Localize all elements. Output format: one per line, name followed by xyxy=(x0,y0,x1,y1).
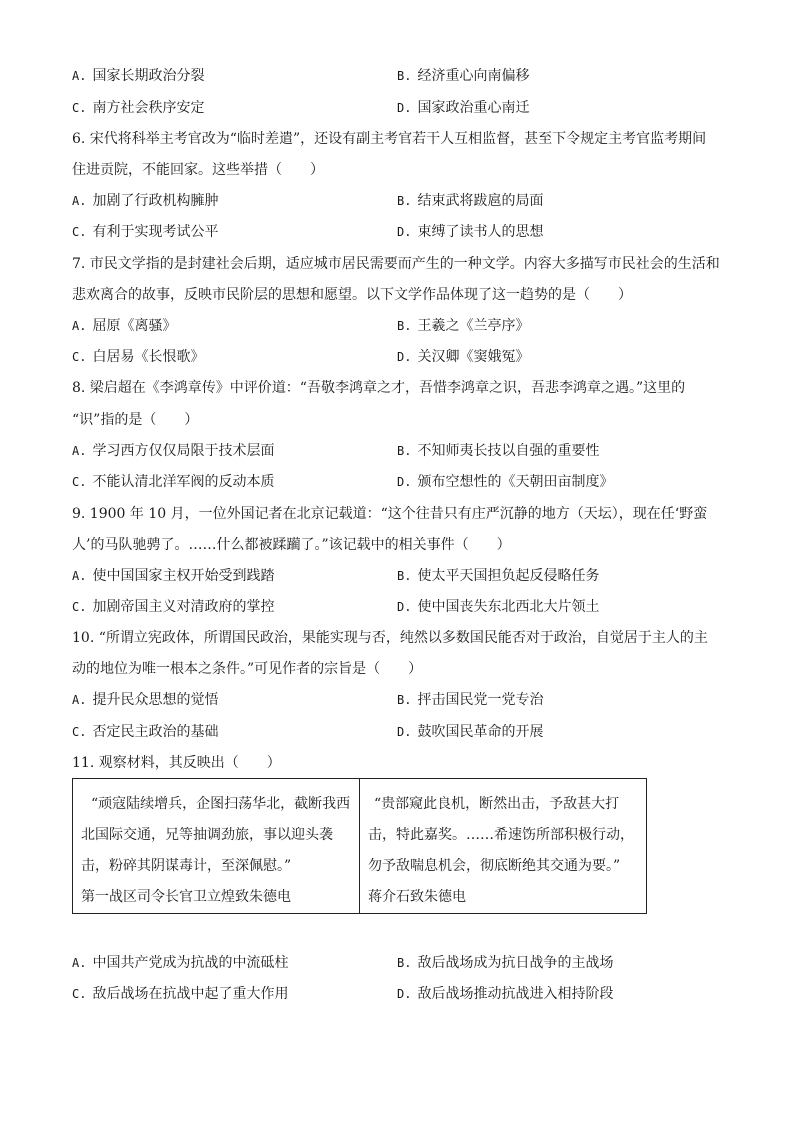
option-letter: A. xyxy=(72,956,87,970)
option-text: 不知师夷长技以自强的重要性 xyxy=(417,443,600,459)
option-text: 学习西方仅仅局限于技术层面 xyxy=(92,443,275,459)
q8-stem-line-2: “识”指的是（ ） xyxy=(72,412,199,428)
option-letter: C. xyxy=(72,600,87,614)
option-text: 中国共产党成为抗战的中流砥柱 xyxy=(92,955,289,971)
q9-stem-line-2: 人’的马队驰骋了。……什么都被蹂躏了。”该记载中的相关事件（ ） xyxy=(72,537,511,553)
option-text: 加剧了行政机构臃肿 xyxy=(92,193,219,209)
material-left-line: 击，粉碎其阴谋毒计，至深佩慰。” xyxy=(81,858,292,874)
option-text: 白居易《长恨歌》 xyxy=(92,349,205,365)
q11-option-b[interactable] xyxy=(397,953,613,973)
option-text: 加剧帝国主义对清政府的掌控 xyxy=(92,599,275,615)
option-text: 结束武将跋扈的局面 xyxy=(417,193,544,209)
option-text: 王羲之《兰亭序》 xyxy=(417,318,530,334)
option-text: 使中国国家主权开始受到践踏 xyxy=(92,568,275,584)
option-letter: C. xyxy=(72,987,87,1001)
option-text: 使太平天国担负起反侵略任务 xyxy=(417,568,600,584)
option-text: 抨击国民党一党专治 xyxy=(417,692,544,708)
q10-option-a[interactable] xyxy=(72,690,218,710)
q5-option-c[interactable] xyxy=(72,98,204,118)
option-letter: B. xyxy=(397,956,412,970)
q10-stem-line-1: 10. “所谓立宪政体，所谓国民政治，果能实现与否，纯然以多数国民能否对于政治，自觉居于主人的主 xyxy=(72,630,708,646)
material-right-line: 击，特此嘉奖。……希速饬所部积极行动， xyxy=(368,827,634,843)
option-text: 敌后战场成为抗日战争的主战场 xyxy=(417,955,614,971)
option-letter: D. xyxy=(397,350,412,364)
q11-option-d[interactable] xyxy=(397,984,613,1004)
q9-option-c[interactable] xyxy=(72,597,274,617)
q10-option-d[interactable] xyxy=(397,722,543,742)
material-left-line: “顽寇陆续增兵，企图扫荡华北，截断我西 xyxy=(91,796,351,812)
option-letter: B. xyxy=(397,569,412,583)
q5-option-d[interactable] xyxy=(397,98,529,118)
q8-option-b[interactable] xyxy=(397,441,599,461)
option-letter: A. xyxy=(72,319,87,333)
option-text: 提升民众思想的觉悟 xyxy=(92,692,219,708)
q11-option-c[interactable] xyxy=(72,984,288,1004)
q8-option-c[interactable] xyxy=(72,472,274,492)
option-text: 鼓吹国民革命的开展 xyxy=(417,724,544,740)
option-letter: B. xyxy=(397,319,412,333)
option-text: 经济重心向南偏移 xyxy=(417,68,530,84)
option-text: 使中国丧失东北西北大片领土 xyxy=(417,599,600,615)
material-right-line: “贵部窥此良机，断然出击，予敌甚大打 xyxy=(374,796,620,812)
q5-option-b[interactable] xyxy=(397,66,529,86)
q10-option-b[interactable] xyxy=(397,690,543,710)
material-left-source: 第一战区司令长官卫立煌致朱德电 xyxy=(81,889,291,905)
option-letter: B. xyxy=(397,194,412,208)
option-letter: D. xyxy=(397,101,412,115)
q9-option-d[interactable] xyxy=(397,597,599,617)
option-letter: B. xyxy=(397,693,412,707)
option-text: 不能认清北洋军阀的反动本质 xyxy=(92,474,275,490)
material-right-source: 蒋介石致朱德电 xyxy=(368,889,466,905)
q7-stem-line-1: 7. 市民文学指的是封建社会后期，适应城市居民需要而产生的一种文学。内容大多描写市民社会的生活和 xyxy=(72,256,720,272)
q11-option-a[interactable] xyxy=(72,953,288,973)
material-right-line: 勿予敌喘息机会，彻底断绝其交通为要。” xyxy=(368,858,621,874)
q8-stem-line-1: 8. 梁启超在《李鸿章传》中评价道：“吾敬李鸿章之才，吾惜李鸿章之识，吾悲李鸿章之遇。”这里的 xyxy=(72,380,686,396)
option-text: 敌后战场推动抗战进入相持阶段 xyxy=(417,986,614,1002)
option-letter: C. xyxy=(72,350,87,364)
option-letter: D. xyxy=(397,225,412,239)
q7-stem-line-2: 悲欢离合的故事，反映市民阶层的思想和愿望。以下文学作品体现了这一趋势的是（ ） xyxy=(72,287,632,303)
option-letter: A. xyxy=(72,693,87,707)
option-letter: A. xyxy=(72,569,87,583)
material-right-cell xyxy=(360,779,647,914)
option-letter: B. xyxy=(397,69,412,83)
q8-option-a[interactable] xyxy=(72,441,274,461)
q11-material-table xyxy=(72,778,647,914)
q6-option-a[interactable] xyxy=(72,191,218,211)
q10-stem-line-2: 动的地位为唯一根本之条件。”可见作者的宗旨是（ ） xyxy=(72,661,423,677)
option-text: 国家长期政治分裂 xyxy=(92,68,205,84)
option-text: 屈原《离骚》 xyxy=(92,318,177,334)
option-letter: D. xyxy=(397,725,412,739)
option-text: 南方社会秩序安定 xyxy=(92,100,205,116)
option-text: 关汉卿《窦娥冤》 xyxy=(417,349,530,365)
option-letter: D. xyxy=(397,475,412,489)
q9-stem-line-1: 9. 1900 年 10 月，一位外国记者在北京记载道：“这个往昔只有庄严沉静的地方（天坛），现在任‘野蛮 xyxy=(72,506,708,522)
option-text: 束缚了读书人的思想 xyxy=(417,224,544,240)
q5-option-a[interactable] xyxy=(72,66,204,86)
option-letter: C. xyxy=(72,225,87,239)
material-left-line: 北国际交通，兄等抽调劲旅，事以迎头袭 xyxy=(81,827,333,843)
option-letter: A. xyxy=(72,194,87,208)
option-letter: A. xyxy=(72,69,87,83)
option-letter: D. xyxy=(397,987,412,1001)
option-letter: D. xyxy=(397,600,412,614)
option-letter: B. xyxy=(397,444,412,458)
q10-option-c[interactable] xyxy=(72,722,218,742)
q7-option-a[interactable] xyxy=(72,316,176,336)
q7-option-b[interactable] xyxy=(397,316,529,336)
q6-option-b[interactable] xyxy=(397,191,543,211)
option-text: 颁布空想性的《天朝田亩制度》 xyxy=(417,474,614,490)
material-left-cell xyxy=(73,779,360,914)
q7-option-d[interactable] xyxy=(397,347,529,367)
option-letter: C. xyxy=(72,725,87,739)
option-text: 国家政治重心南迁 xyxy=(417,100,530,116)
q9-option-a[interactable] xyxy=(72,566,274,586)
option-letter: A. xyxy=(72,444,87,458)
option-text: 敌后战场在抗战中起了重大作用 xyxy=(92,986,289,1002)
q8-option-d[interactable] xyxy=(397,472,613,492)
q6-stem-line-1: 6. 宋代将科举主考官改为“临时差遣”，还设有副主考官若干人互相监督，甚至下令规定主考官监考期间 xyxy=(72,131,707,147)
q9-option-b[interactable] xyxy=(397,566,599,586)
q11-stem-line-1: 11. 观察材料，其反映出（ ） xyxy=(72,755,281,771)
option-text: 有利于实现考试公平 xyxy=(92,224,219,240)
option-letter: C. xyxy=(72,101,87,115)
q6-option-c[interactable] xyxy=(72,222,218,242)
q7-option-c[interactable] xyxy=(72,347,204,367)
option-letter: C. xyxy=(72,475,87,489)
q6-stem-line-2: 住进贡院，不能回家。这些举措（ ） xyxy=(72,162,324,178)
q6-option-d[interactable] xyxy=(397,222,543,242)
option-text: 否定民主政治的基础 xyxy=(92,724,219,740)
